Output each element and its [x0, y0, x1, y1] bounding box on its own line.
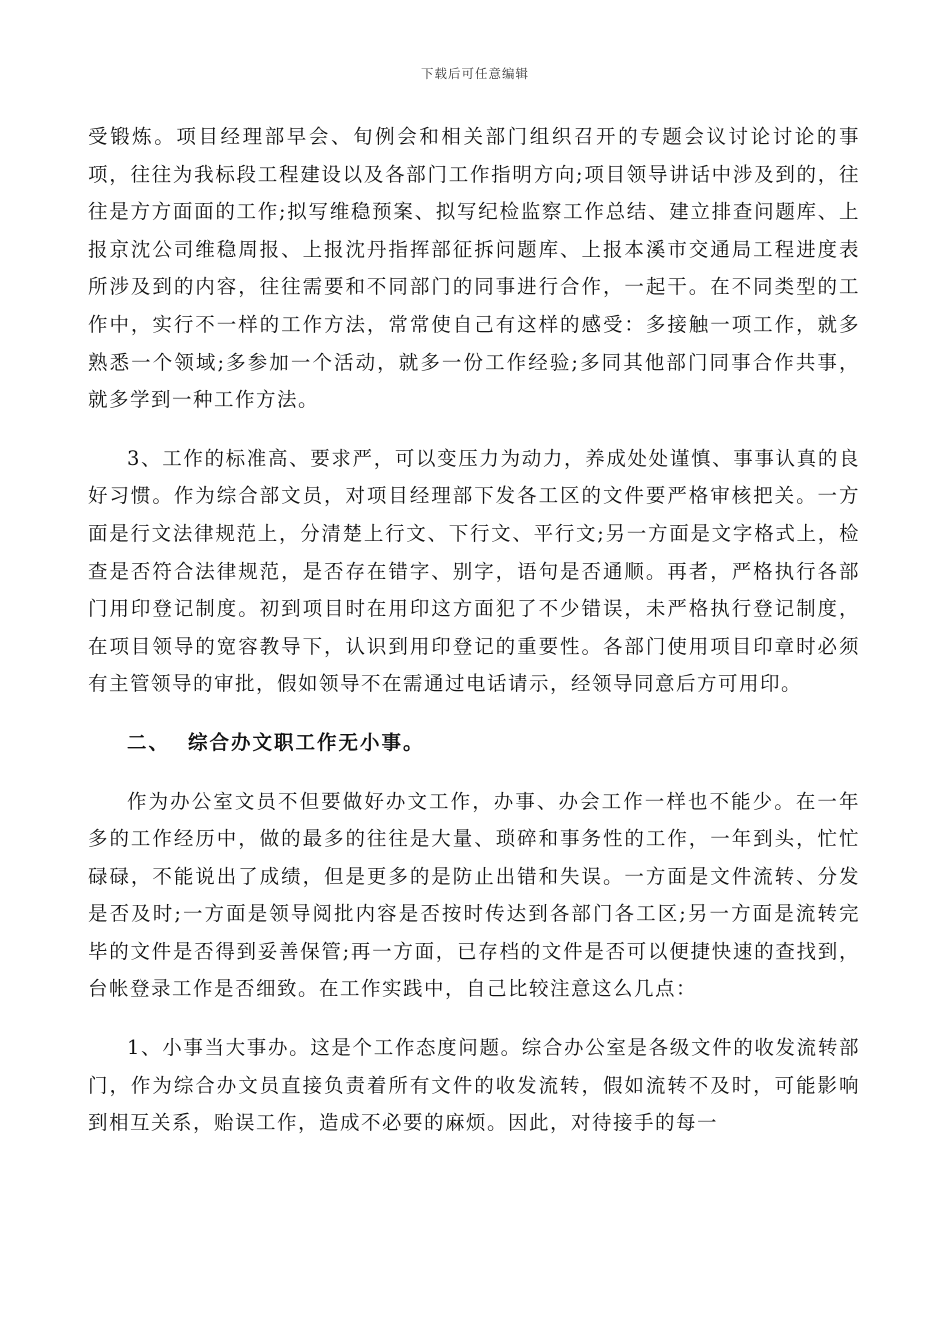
paragraph-point-3: 3、工作的标准高、要求严，可以变压力为动力，养成处处谨慎、事事认真的良好习惯。作为综合部文员，对项目经理部下发各工区的文件要严格审核把关。一方面是行文法律规范上，分清楚上行文、下行文、平行文;另一方面是文字格式上，检查是否符合法律规范，是否存在错字、别字，语句是否通顺。再者，严格执行各部门用印登记制度。初到项目时在用印这方面犯了不少错误，未严格执行登记制度，在项目领导的宽容教导下，认识到用印登记的重要性。各部门使用项目印章时必须有主管领导的审批，假如领导不在需通过电话请示，经领导同意后方可用印。	[88, 446, 860, 696]
paragraph-office-work: 作为办公室文员不但要做好办文工作，办事、办会工作一样也不能少。在一年多的工作经历中，做的最多的往往是大量、琐碎和事务性的工作，一年到头，忙忙碌碌，不能说出了成绩，但是更多的是防止出错和失误。一方面是文件流转、分发是否及时;一方面是领导阅批内容是否按时传达到各部门各工区;另一方面是流转完毕的文件是否得到妥善保管;再一方面，已存档的文件是否可以便捷快速的查找到，台帐登录工作是否细致。在工作实践中，自己比较注意这么几点：	[88, 789, 860, 1001]
section-heading	[88, 724, 860, 762]
section-title: 综合办文职工作无小事。	[188, 730, 425, 754]
document-body	[88, 118, 860, 1163]
paragraph-continuation: 受锻炼。项目经理部早会、旬例会和相关部门组织召开的专题会议讨论讨论的事项，往往为我标段工程建设以及各部门工作指明方向;项目领导讲话中涉及到的，往往是方方面面的工作;拟写维稳预案、拟写纪检监察工作总结、建立排查问题库、上报京沈公司维稳周报、上报沈丹指挥部征拆问题库、上报本溪市交通局工程进度表所涉及到的内容，往往需要和不同部门的同事进行合作，一起干。在不同类型的工作中，实行不一样的工作方法，常常使自己有这样的感受：多接触一项工作，就多熟悉一个领域;多参加一个活动，就多一份工作经验;多同其他部门同事合作共事，就多学到一种工作方法。	[88, 125, 860, 412]
section-number: 二、	[127, 730, 171, 754]
page-header: 下载后可任意编辑	[420, 66, 529, 81]
paragraph-point-1: 1、小事当大事办。这是个工作态度问题。综合办公室是各级文件的收发流转部门，作为综合办文员直接负责着所有文件的收发流转，假如流转不及时，可能影响到相互关系，贻误工作，造成不必要的麻烦。因此，对待接手的每一	[88, 1036, 860, 1135]
